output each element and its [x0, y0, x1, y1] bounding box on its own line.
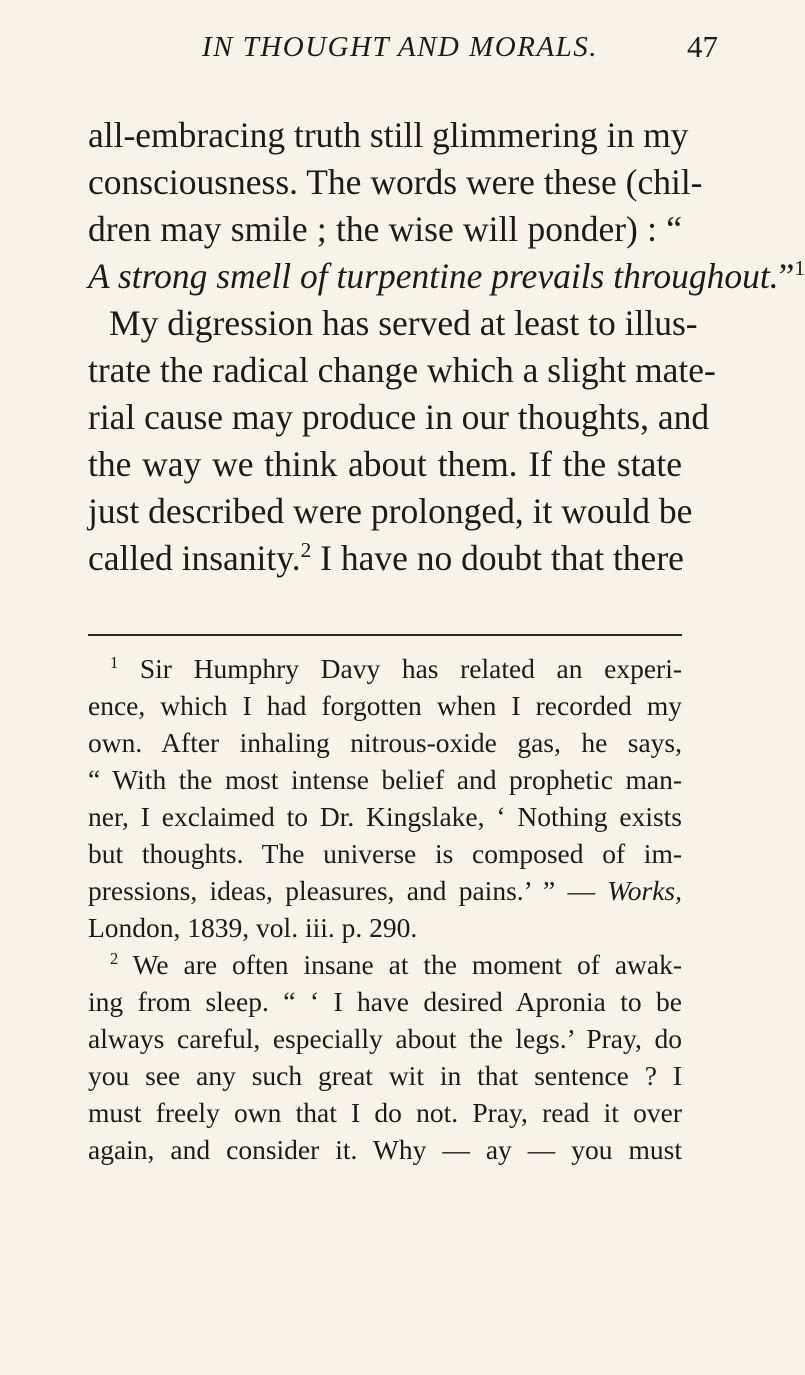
footnote-marker: 2: [110, 948, 119, 968]
footnote-line: must freely own that I do not. Pray, read it over: [88, 1097, 682, 1128]
footnote-text: pressions, ideas, pleasures, and pains.’ ” —: [88, 875, 608, 906]
footnote-line: again, and consider it. Why — ay — you must: [88, 1134, 682, 1165]
page-number: 47: [687, 29, 718, 64]
running-title: IN THOUGHT AND MORALS.: [201, 31, 599, 63]
footnote-rule: [88, 634, 682, 636]
body-line: just described were prolonged, it would be: [88, 491, 693, 531]
body-line: the way we think about them. If the state: [88, 444, 682, 484]
footnote-marker: 1: [110, 652, 119, 672]
body-line: rial cause may produce in our thoughts, and: [88, 397, 710, 437]
footnote-ref: 2: [300, 538, 312, 563]
footnote-line: [88, 873, 682, 909]
footnote-text: We are often insane at the moment of awak-: [118, 949, 682, 980]
footnote-line: always careful, especially about the legs.’ Pray, do: [88, 1023, 682, 1054]
body-line: [88, 534, 682, 582]
footnote-line: [110, 947, 682, 983]
footnote-line: ence, which I had forgotten when I recorded my: [88, 690, 682, 721]
body-line: [88, 252, 805, 300]
footnote-line: “ With the most intense belief and prophetic man-: [88, 764, 682, 795]
footnote-ref: 1: [794, 256, 805, 281]
body-line: all-embracing truth still glimmering in my: [88, 115, 689, 155]
body-line: dren may smile ; the wise will ponder) : “: [88, 209, 682, 249]
body-line: trate the radical change which a slight mate-: [88, 350, 716, 390]
body-text-segment: called insanity.: [88, 538, 301, 578]
footnote-line: London, 1839, vol. iii. p. 290.: [88, 912, 418, 943]
body-text-segment: I have no doubt that there: [311, 538, 684, 578]
footnote-text: Sir Humphry Davy has related an experi-: [118, 653, 682, 684]
footnote-line: ing from sleep. “ ‘ I have desired Apronia to be: [88, 986, 682, 1017]
work-title: Works,: [607, 875, 682, 906]
quoted-remark: A strong smell of turpentine prevails throughout.: [88, 256, 779, 296]
footnote-line: you see any such great wit in that sentence ? I: [88, 1060, 682, 1091]
footnote-line: ner, I exclaimed to Dr. Kingslake, ‘ Nothing exists: [88, 801, 682, 832]
body-line: consciousness. The words were these (chil-: [88, 162, 703, 202]
footnote-line: own. After inhaling nitrous-oxide gas, he says,: [88, 727, 682, 758]
body-line: My digression has served at least to illus-: [109, 303, 698, 343]
running-head: [0, 22, 800, 72]
footnote-line: but thoughts. The universe is composed of im-: [88, 838, 682, 869]
closing-quote: ”: [778, 256, 795, 296]
footnote-line: [110, 651, 682, 687]
